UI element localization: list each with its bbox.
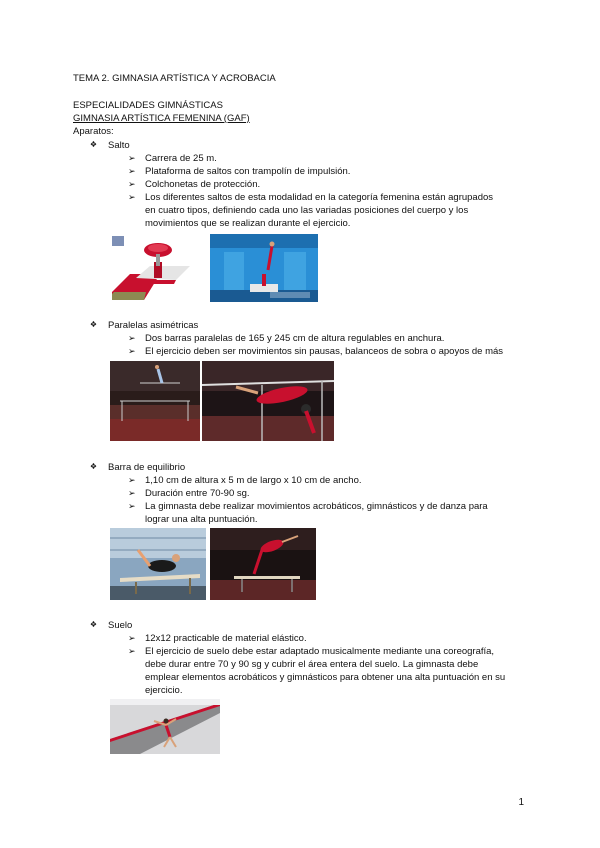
salto-item-3: Colchonetas de protección.: [145, 179, 261, 190]
suelo-item-2-line-1: El ejercicio de suelo debe estar adaptado musicalmente mediante una coreografía,: [145, 646, 495, 657]
page-title: TEMA 2. GIMNASIA ARTÍSTICA Y ACROBACIA: [73, 73, 276, 84]
arrow-icon: ➢: [128, 633, 136, 643]
bullet-icon: ❖: [89, 620, 98, 629]
barra-item-2: Duración entre 70-90 sg.: [145, 488, 250, 499]
suelo-item-1: 12x12 practicable de material elástico.: [145, 633, 307, 644]
arrow-icon: ➢: [128, 488, 136, 498]
salto-item-1: Carrera de 25 m.: [145, 153, 217, 164]
paralelas-item-1: Dos barras paralelas de 165 y 245 cm de altura regulables en anchura.: [145, 333, 445, 344]
arrow-icon: ➢: [128, 153, 136, 163]
bullet-icon: ❖: [89, 140, 98, 149]
floor-exercise-photo: [110, 699, 220, 754]
vault-table-image: [110, 234, 204, 302]
bullet-icon: ❖: [89, 462, 98, 471]
arrow-icon: ➢: [128, 192, 136, 202]
section-heading: ESPECIALIDADES GIMNÁSTICAS: [73, 100, 223, 111]
arrow-icon: ➢: [128, 166, 136, 176]
aparatos-label: Aparatos:: [73, 126, 114, 137]
apparatus-name-suelo: Suelo: [108, 620, 133, 631]
arrow-icon: ➢: [128, 501, 136, 511]
barra-item-3-line-1: La gimnasta debe realizar movimientos acrobáticos, gimnásticos y de danza para: [145, 501, 488, 512]
apparatus-name-barra: Barra de equilibrio: [108, 462, 186, 473]
arrow-icon: ➢: [128, 475, 136, 485]
uneven-bars-photo-1: [110, 361, 200, 441]
arrow-icon: ➢: [128, 179, 136, 189]
paralelas-item-2: El ejercicio deben ser movimientos sin pausas, balanceos de sobra o apoyos de más: [145, 346, 504, 357]
bullet-icon: ❖: [89, 320, 98, 329]
suelo-item-2-line-3: emplear elementos acrobáticos y gimnásticos para obtener una alta puntuación en su: [145, 672, 506, 683]
barra-item-1: 1,10 cm de altura x 5 m de largo x 10 cm de ancho.: [145, 475, 362, 486]
suelo-item-2-line-4: ejercicio.: [145, 685, 183, 696]
subsection-heading: GIMNASIA ARTÍSTICA FEMENINA (GAF): [73, 113, 250, 124]
apparatus-name-paralelas: Paralelas asimétricas: [108, 320, 199, 331]
arrow-icon: ➢: [128, 333, 136, 343]
balance-beam-photo-1: [110, 528, 206, 600]
barra-item-3-line-2: lograr una alta puntuación.: [145, 514, 258, 525]
salto-item-2: Plataforma de saltos con trampolín de impulsión.: [145, 166, 351, 177]
salto-item-4-line-3: movimientos que se realizan durante el ejercicio.: [145, 218, 351, 229]
salto-item-4-line-2: en cuatro tipos, definiendo cada uno las variadas posiciones del cuerpo y los: [145, 205, 469, 216]
suelo-item-2-line-2: debe durar entre 70 y 90 sg y cubrir el área entera del suelo. La gimnasta debe: [145, 659, 479, 670]
arrow-icon: ➢: [128, 646, 136, 656]
arrow-icon: ➢: [128, 346, 136, 356]
vault-gymnast-photo: [210, 234, 318, 302]
salto-item-4-line-1: Los diferentes saltos de esta modalidad en la categoría femenina están agrupados: [145, 192, 494, 203]
page-number: 1: [518, 797, 524, 808]
balance-beam-photo-2: [210, 528, 316, 600]
uneven-bars-photo-2: [202, 361, 334, 441]
apparatus-name-salto: Salto: [108, 140, 130, 151]
